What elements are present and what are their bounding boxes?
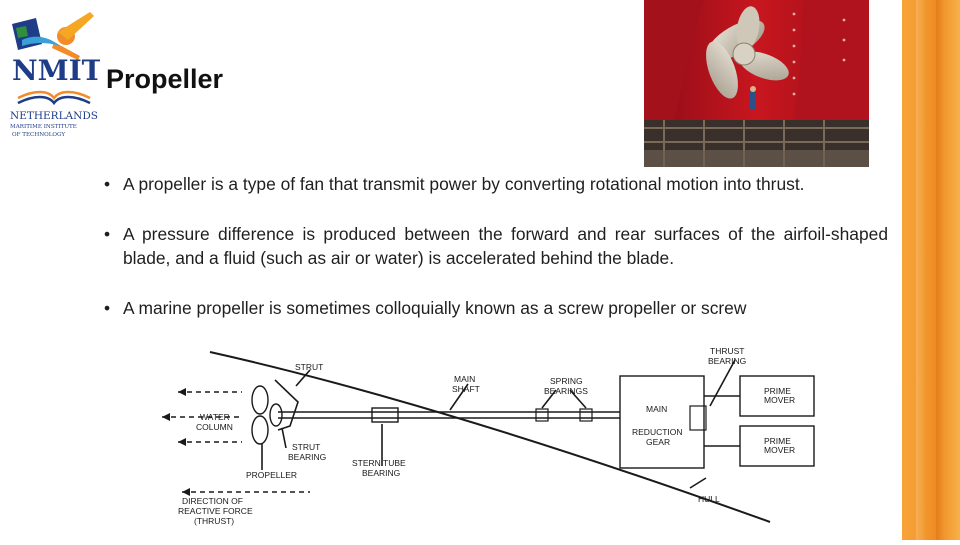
nmit-logo — [8, 6, 100, 138]
label-thrust-bearing: BEARING — [708, 356, 747, 366]
label-strut-bearing: STRUT — [292, 442, 321, 452]
spring-bearing — [580, 409, 592, 421]
logo-country: NETHERLANDS — [10, 110, 98, 122]
propulsion-diagram — [150, 340, 850, 540]
bullet-item: • A propeller is a type of fan that transmit power by converting rotational motion into thrust. — [104, 172, 888, 196]
bullet-item: • A marine propeller is sometimes colloquially known as a screw propeller or screw — [104, 296, 888, 320]
label-propeller: PROPELLER — [246, 470, 298, 480]
label-stern-tube-bearing: BEARING — [362, 468, 401, 478]
reduction-gear-box — [620, 376, 704, 468]
label-prime-mover: PRIME — [764, 386, 791, 396]
label-direction: REACTIVE FORCE — [178, 506, 253, 516]
label-main-shaft: SHAFT — [452, 384, 480, 394]
label-main: MAIN — [646, 404, 668, 414]
label-reduction-gear: GEAR — [646, 437, 671, 447]
label-reduction-gear: REDUCTION — [632, 427, 683, 437]
label-prime-mover: MOVER — [764, 395, 796, 405]
hull-line — [210, 352, 770, 522]
stern-tube-bearing — [372, 408, 398, 422]
label-prime-mover: PRIME — [764, 436, 791, 446]
logo-subtitle-2: OF TECHNOLOGY — [12, 132, 66, 138]
label-spring-bearings: BEARINGS — [544, 386, 588, 396]
label-main-shaft: MAIN — [454, 374, 476, 384]
logo-name: NMIT — [12, 54, 100, 87]
spring-bearing — [536, 409, 548, 421]
logo-emblem — [12, 12, 94, 60]
slide-title: Propeller — [106, 64, 224, 94]
label-water-column: COLUMN — [196, 422, 233, 432]
label-strut-bearing: BEARING — [288, 452, 327, 462]
accent-stripe — [902, 0, 960, 540]
label-direction: DIRECTION OF — [182, 496, 243, 506]
label-thrust-bearing: THRUST — [710, 346, 745, 356]
bullet-item: • A pressure difference is produced between the forward and rear surfaces of the airfoil-shaped blade, and a fluid (such as air or water) is accelerated behind the blade. — [104, 222, 888, 270]
label-stern-tube-bearing: STERN TUBE — [352, 458, 406, 468]
label-spring-bearings: SPRING — [550, 376, 583, 386]
label-direction: (THRUST) — [194, 516, 235, 526]
label-prime-mover: MOVER — [764, 445, 796, 455]
logo-subtitle-1: MARITIME INSTITUTE — [10, 124, 77, 130]
propeller-blade — [252, 386, 268, 414]
logo-book-icon — [18, 92, 90, 103]
label-hull: HULL — [698, 494, 720, 504]
propeller-photo — [644, 0, 869, 167]
bullet-list — [104, 172, 888, 346]
label-water-column: WATER — [200, 412, 230, 422]
label-strut: STRUT — [295, 362, 324, 372]
